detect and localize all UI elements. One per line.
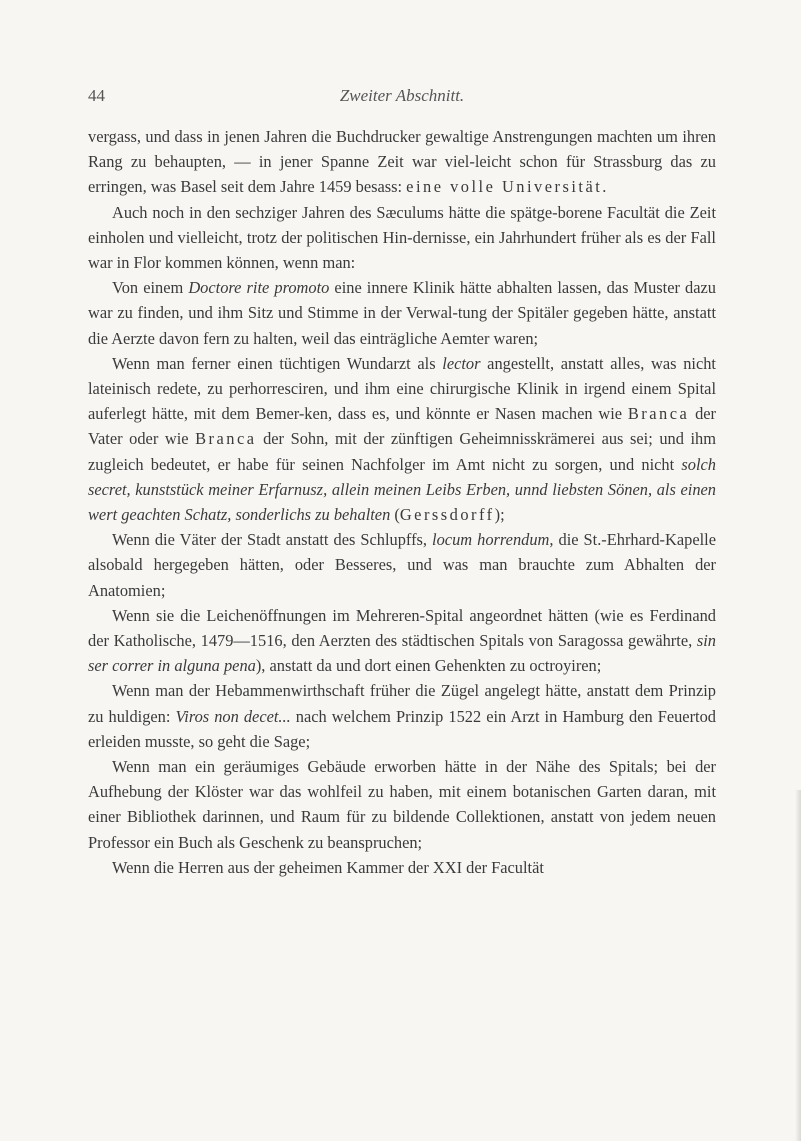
paragraph <box>88 275 716 351</box>
paragraph <box>88 200 716 276</box>
italic-run: lector <box>442 353 481 373</box>
italic-run: sin ser correr in alguna pena <box>88 631 716 676</box>
text-run: ); <box>494 505 505 525</box>
text-run: ), anstatt da und dort einen Gehenkten zu octroyiren; <box>255 656 602 676</box>
text-run: vergass, und dass in jenen Jahren die Buchdrucker gewaltige Anstrengungen machten um ihren Rang zu behaupten, — in jener Spanne Zeit war viel-leicht schon für Strassburg das zu erringen, was Basel seit dem Jahre 1459 besass: <box>88 127 716 197</box>
italic-run: Doctore rite promoto <box>188 278 330 298</box>
paragraph <box>88 527 716 603</box>
text-run: Wenn die Herren aus der geheimen Kammer der XXI der Facultät <box>112 857 544 877</box>
text-run: die St.-Ehrhard-Kapelle alsobald hergegeben hätten, oder Besseres, und was man brauchte zum Abhalten der Anatomien; <box>88 530 716 600</box>
spaced-run: Branca <box>627 404 690 424</box>
text-run: Wenn die Väter der Stadt anstatt des Schlupffs, <box>112 530 433 550</box>
text-run: ( <box>390 505 400 525</box>
text-run: Von einem <box>112 278 189 298</box>
paragraph <box>88 678 716 754</box>
text-run: nach welchem Prinzip 1522 ein Arzt in Hamburg den Feuertod erleiden musste, so geht die Sage; <box>88 706 716 751</box>
italic-run: solch secret, kunststück meiner Erfarnusz, allein meinen Leibs Erben, unnd liebsten Sönen, als einen wert geachten Schatz, sonderlichs zu behalten <box>88 454 716 525</box>
text-run: Auch noch in den sechziger Jahren des Sæculums hätte die spätge-borene Facultät die Zeit einholen und vielleicht, trotz der politischen Hin-dernisse, ein Jahrhundert früher als es der Fall war in Flor kommen können, wenn man: <box>88 202 716 273</box>
text-run: der Sohn, mit der zünftigen Geheimnisskrämerei aus sei; und ihm zugleich bedeutet, er habe für seinen Nachfolger im Amt nicht zu sorgen, und nicht <box>88 429 716 474</box>
text-run: der Vater oder wie <box>88 404 717 449</box>
text-run: Wenn man der Hebammenwirthschaft früher die Zügel angelegt hätte, anstatt dem Prinzip zu huldigen: <box>88 681 716 726</box>
paragraph <box>88 855 716 880</box>
spaced-run: Branca <box>195 429 257 449</box>
text-run: eine innere Klinik hätte abhalten lassen, das Muster dazu war zu finden, und ihm Sitz und Stimme in der Verwal-tung der Spitäler gegeben hätte, anstatt die Aerzte davon fern zu halten, weil das einträgliche Aemter waren; <box>88 278 716 348</box>
page-header <box>88 86 716 110</box>
spaced-run: Gerssdorff <box>399 505 495 525</box>
italic-run: Viros non decet... <box>175 706 291 726</box>
body-text <box>88 124 716 880</box>
paragraph <box>88 603 716 679</box>
text-run: Wenn sie die Leichenöffnungen im Mehreren-Spital angeordnet hätten (wie es Ferdinand der Katholische, 1479—1516, den Aerzten des städtischen Spitals von Saragossa gewährte, <box>88 605 716 651</box>
text-run: angestellt, anstatt alles, was nicht lateinisch redete, zu perhorresciren, und ihm eine chirurgische Klinik in irgend einem Spital auferlegt hätte, mit dem Bemer-ken, dass es, und könnte er Nasen machen wie <box>88 353 716 424</box>
page-edge-shadow <box>795 790 801 1141</box>
text-run: Wenn man ferner einen tüchtigen Wundarzt als <box>112 353 443 373</box>
italic-run: locum horrendum, <box>432 530 554 550</box>
paragraph <box>88 351 716 527</box>
paragraph <box>88 754 716 855</box>
page-number: 44 <box>88 86 105 105</box>
paragraph <box>88 124 716 200</box>
text-run: Wenn man ein geräumiges Gebäude erworben hätte in der Nähe des Spitals; bei der Aufhebung der Klöster war das wohlfeil zu haben, mit einem botanischen Garten daran, mit einer Bibliothek darinnen, und Raum für zu bildende Collektionen, anstatt von jedem neuen Professor ein Buch als Geschenk zu beanspruchen; <box>88 757 716 852</box>
spaced-run: eine volle Universität. <box>406 177 609 197</box>
running-head: Zweiter Abschnitt. <box>339 86 465 105</box>
